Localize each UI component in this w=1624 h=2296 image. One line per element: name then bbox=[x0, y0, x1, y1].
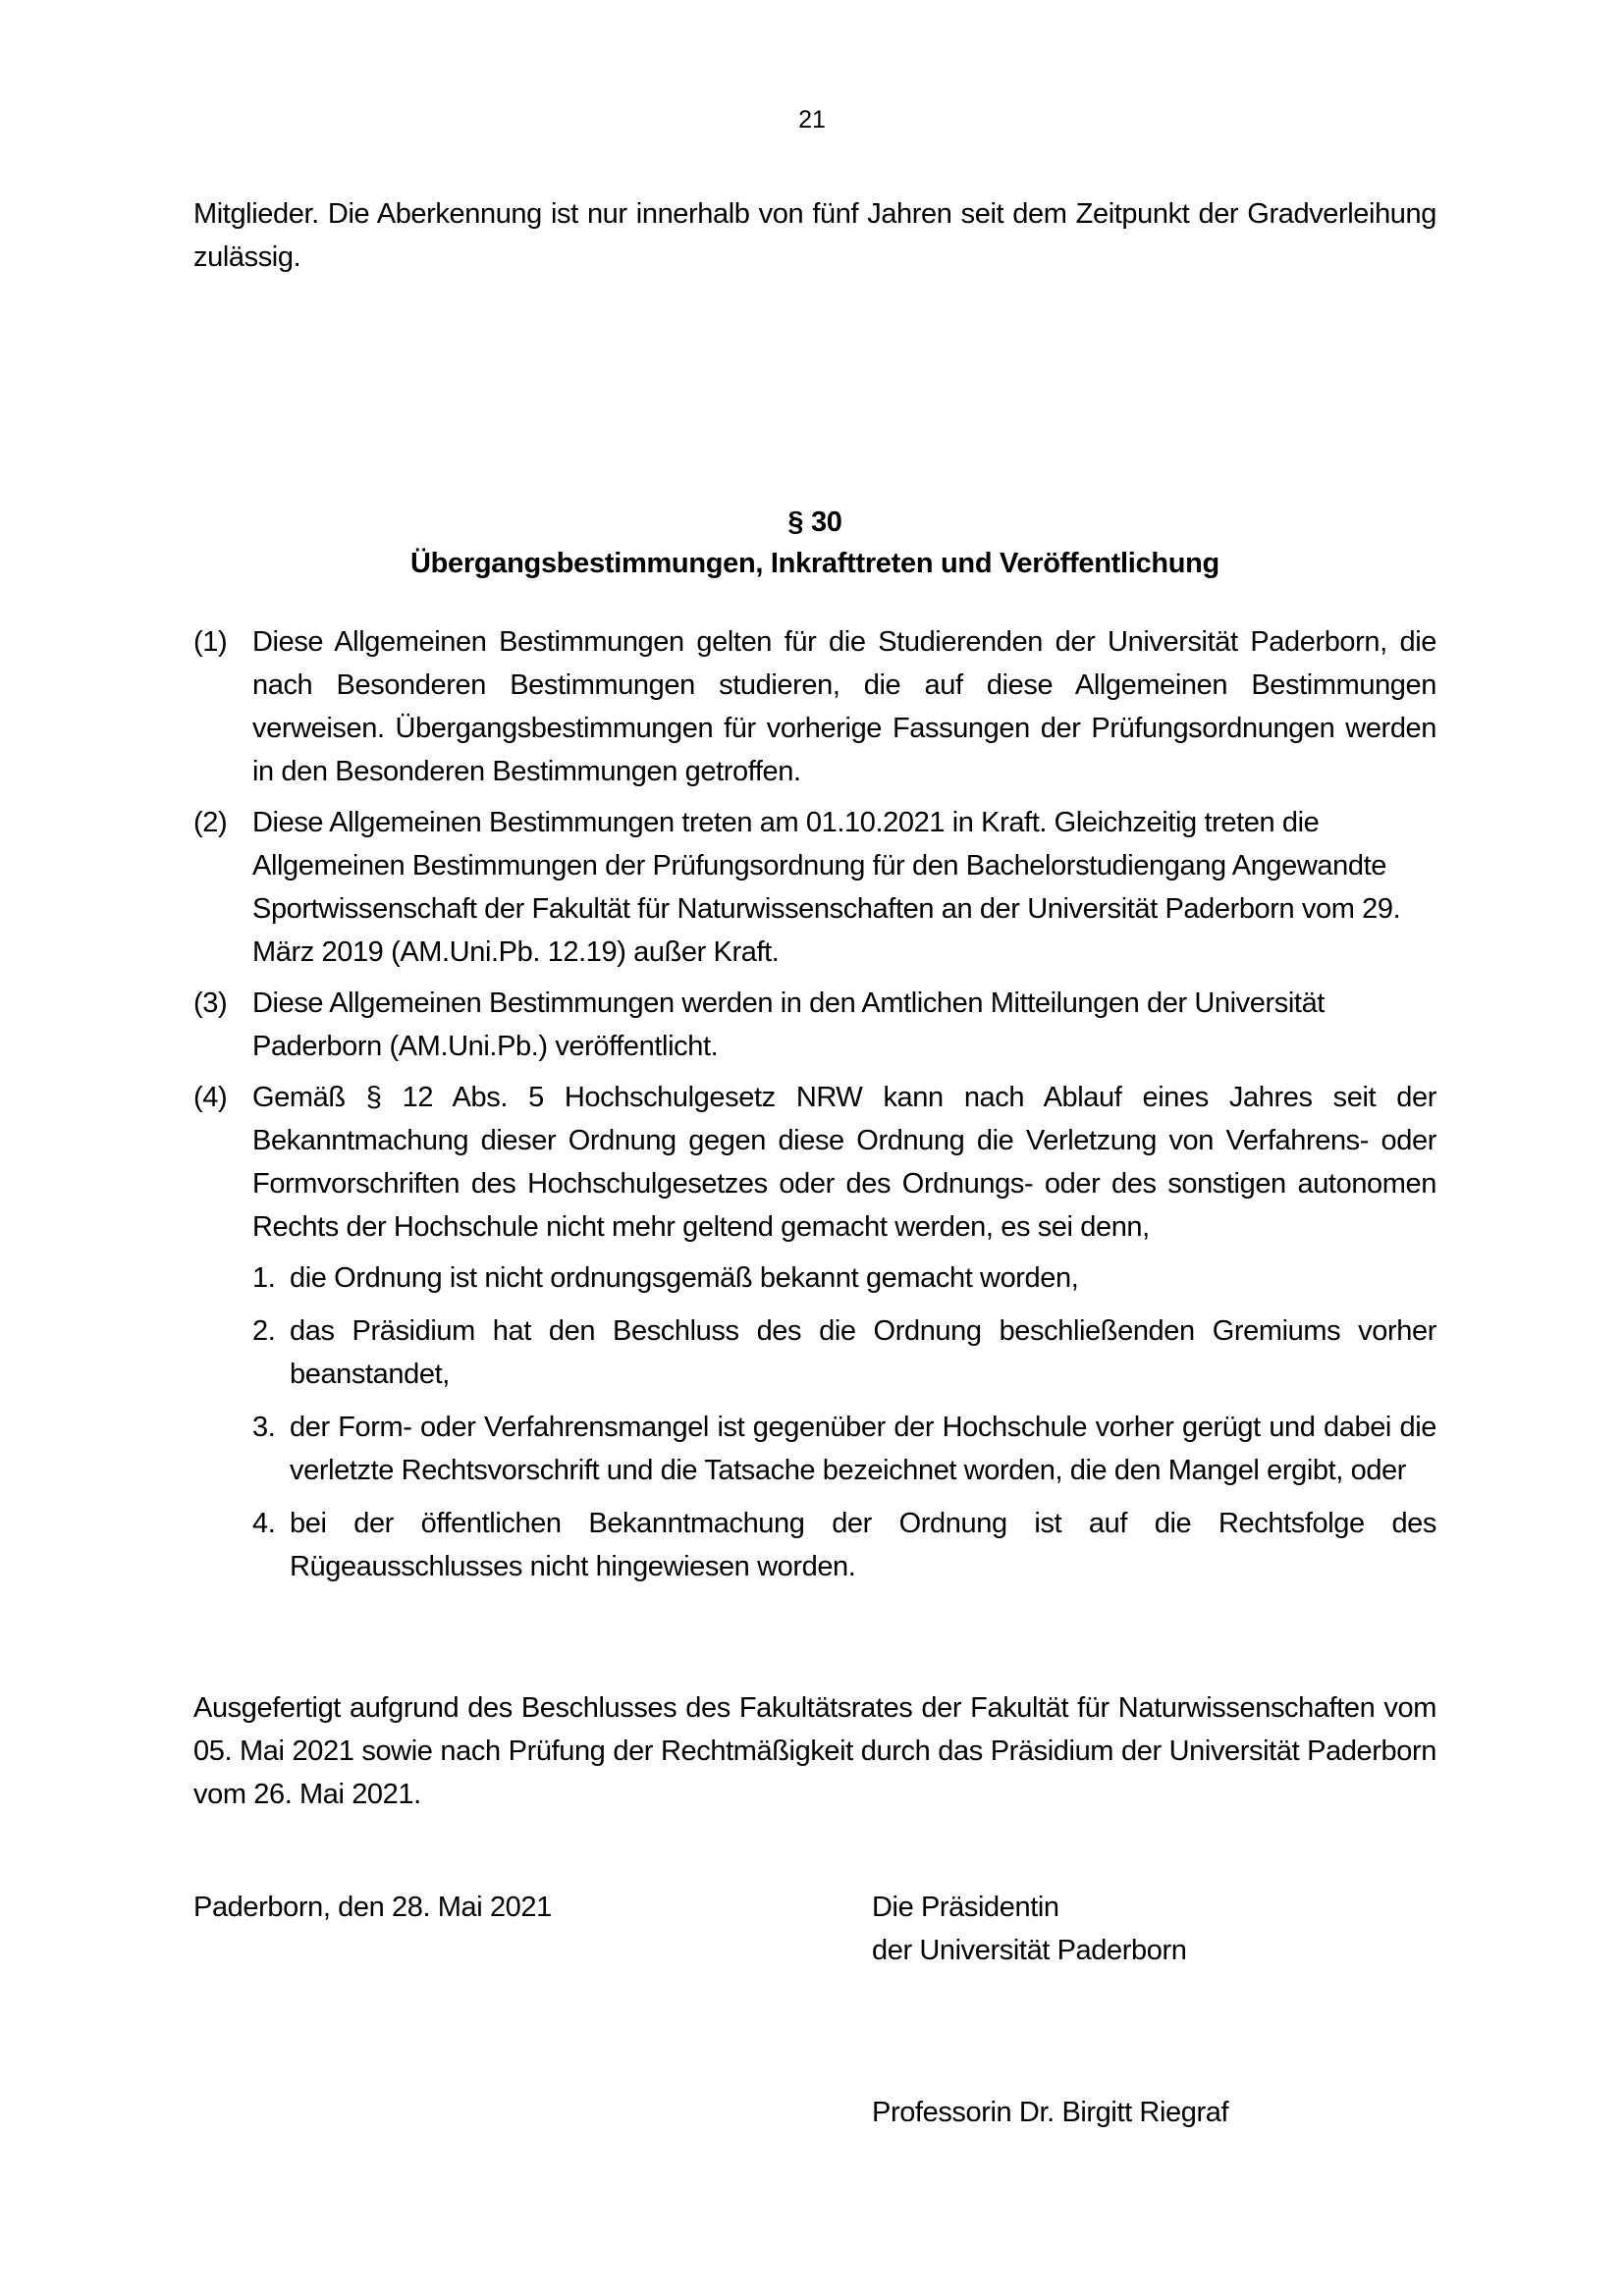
paragraph-number: (1) bbox=[193, 626, 228, 658]
exception-list bbox=[252, 1256, 1436, 1588]
list-item-number: 4. bbox=[252, 1508, 276, 1539]
paragraph-text: Diese Allgemeinen Bestimmungen werden in den Amtlichen Mitteilungen der Universität Paderborn (AM.Uni.Pb.) veröffentlicht. bbox=[252, 988, 1325, 1062]
list-item-text: bei der öffentlichen Bekanntmachung der Ordnung ist auf die Rechtsfolge des Rügeausschlusses nicht hingewiesen worden. bbox=[290, 1508, 1436, 1582]
signature-block bbox=[872, 1886, 1186, 1972]
signature-institution: der Universität Paderborn bbox=[872, 1935, 1187, 1966]
paragraph-3 bbox=[193, 982, 1436, 1068]
paragraph-1 bbox=[193, 620, 1436, 793]
list-item bbox=[252, 1406, 1436, 1492]
paragraph-list bbox=[193, 620, 1436, 1598]
list-item-text: die Ordnung ist nicht ordnungsgemäß bekannt gemacht worden, bbox=[290, 1262, 1079, 1294]
closing-statement: Ausgefertigt aufgrund des Beschlusses des Fakultätsrates der Fakultät für Naturwissenschaften vom 05. Mai 2021 sowie nach Prüfung der Rechtmäßigkeit durch das Präsidium der Universität Paderborn vom 26. Mai 2021. bbox=[193, 1692, 1436, 1810]
paragraph-number: (3) bbox=[193, 988, 228, 1019]
list-item-text: der Form- oder Verfahrensmangel ist gegenüber der Hochschule vorher gerügt und dabei die verletzte Rechtsvorschrift und die Tatsache bezeichnet worden, die den Mangel ergibt, oder bbox=[290, 1412, 1436, 1486]
section-number: § 30 bbox=[787, 507, 842, 538]
continuation-text: Mitglieder. Die Aberkennung ist nur innerhalb von fünf Jahren seit dem Zeitpunkt der Gradverleihung zulässig. bbox=[193, 198, 1436, 273]
paragraph-number: (4) bbox=[193, 1082, 228, 1113]
signature-role: Die Präsidentin bbox=[872, 1892, 1059, 1923]
paragraph-2 bbox=[193, 801, 1436, 974]
list-item bbox=[252, 1256, 1436, 1300]
signer-name: Professorin Dr. Birgitt Riegraf bbox=[872, 2097, 1229, 2128]
list-item bbox=[252, 1309, 1436, 1396]
paragraph-text: Gemäß § 12 Abs. 5 Hochschulgesetz NRW kann nach Ablauf eines Jahres seit der Bekanntmachung dieser Ordnung gegen diese Ordnung die Verletzung von Verfahrens- oder Formvorschriften des Hochschulgesetzes oder des Ordnungs- oder des sonstigen autonomen Rechts der Hochschule nicht mehr geltend gemacht werden, es sei denn, bbox=[252, 1082, 1436, 1243]
list-item-number: 2. bbox=[252, 1315, 276, 1347]
paragraph-text: Diese Allgemeinen Bestimmungen gelten für die Studierenden der Universität Paderborn, die nach Besonderen Bestimmungen studieren, die auf diese Allgemeinen Bestimmungen verweisen. Übergangsbestimmungen für vorherige Fassungen der Prüfungsordnungen werden in den Besonderen Bestimmungen getroffen. bbox=[252, 626, 1436, 787]
list-item-text: das Präsidium hat den Beschluss des die Ordnung beschließenden Gremiums vorher beanstandet, bbox=[290, 1315, 1436, 1390]
paragraph-number: (2) bbox=[193, 807, 228, 838]
paragraph-text: Diese Allgemeinen Bestimmungen treten am 01.10.2021 in Kraft. Gleichzeitig treten die Allgemeinen Bestimmungen der Prüfungsordnung für den Bachelorstudiengang Angewandte Sportwissenschaft der Fakultät für Naturwissenschaften an der Universität Paderborn vom 29. März 2019 (AM.Uni.Pb. 12.19) außer Kraft. bbox=[252, 807, 1401, 968]
list-item bbox=[252, 1502, 1436, 1588]
list-item-number: 3. bbox=[252, 1412, 276, 1443]
place-date: Paderborn, den 28. Mai 2021 bbox=[193, 1892, 552, 1923]
section-title: Übergangsbestimmungen, Inkrafttreten und Veröffentlichung bbox=[410, 548, 1219, 579]
page-number: 21 bbox=[798, 106, 826, 133]
paragraph-4 bbox=[193, 1076, 1436, 1588]
list-item-number: 1. bbox=[252, 1262, 276, 1294]
